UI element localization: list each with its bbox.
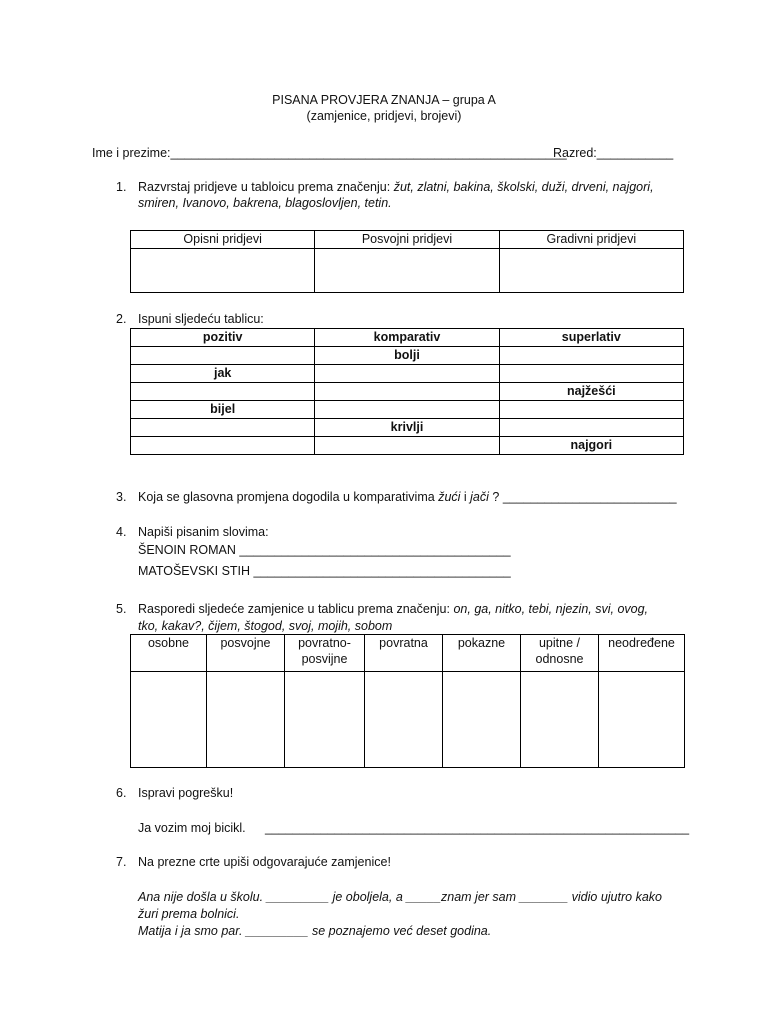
q5-answer-cell[interactable] — [285, 672, 365, 768]
q6-text: Ispravi pogrešku! — [138, 786, 234, 800]
q2-cell[interactable]: bijel — [131, 401, 315, 419]
q2-header-komparativ: komparativ — [315, 329, 499, 347]
q2-cell[interactable] — [315, 401, 499, 419]
q3-word-2: jači — [470, 490, 489, 504]
q2-cell[interactable] — [499, 365, 683, 383]
q2-cell[interactable] — [131, 437, 315, 455]
q2-table — [130, 328, 684, 455]
q5-header-neodredene: neodređene — [599, 635, 685, 672]
q3-number: 3. — [116, 490, 127, 504]
q4-number: 4. — [116, 525, 127, 539]
q2-header-pozitiv: pozitiv — [131, 329, 315, 347]
q7-number: 7. — [116, 855, 127, 869]
q5-words-2: tko, kakav?, čijem, štogod, svoj, mojih, sobom — [138, 619, 393, 633]
q1-answer-cell[interactable] — [499, 249, 683, 293]
q2-cell[interactable] — [315, 437, 499, 455]
q2-cell[interactable] — [499, 419, 683, 437]
q5-header-povratna: povratna — [365, 635, 443, 672]
q5-instruction: Rasporedi sljedeće zamjenice u tablicu prema značenju: — [138, 602, 450, 616]
q7-line-3[interactable]: Matija i ja smo par. _________ se poznajemo već deset godina. — [138, 924, 492, 938]
q2-cell[interactable]: jak — [131, 365, 315, 383]
q1-header-posvojni: Posvojni pridjevi — [315, 231, 499, 249]
q3-blank[interactable]: ? _________________________ — [488, 490, 677, 504]
q5-answer-cell[interactable] — [521, 672, 599, 768]
q5-number: 5. — [116, 602, 127, 616]
q5-words-1: on, ga, nitko, tebi, njezin, svi, ovog, — [453, 602, 649, 616]
q2-cell[interactable]: bolji — [315, 347, 499, 365]
q1-instruction: Razvrstaj pridjeve u tabloicu prema značenju: — [138, 180, 391, 194]
q4-text: Napiši pisanim slovima: — [138, 525, 269, 539]
q2-number: 2. — [116, 312, 127, 326]
q2-cell[interactable]: najgori — [499, 437, 683, 455]
q2-cell[interactable]: najžešći — [499, 383, 683, 401]
q2-cell[interactable] — [499, 347, 683, 365]
q7-line-2: žuri prema bolnici. — [138, 907, 240, 921]
q1-answer-cell[interactable] — [131, 249, 315, 293]
q3-text — [138, 489, 677, 505]
q5-answer-cell[interactable] — [131, 672, 207, 768]
q1-words-2: smiren, Ivanovo, bakrena, blagoslovljen, tetin. — [138, 196, 392, 210]
q2-cell[interactable] — [131, 347, 315, 365]
q5-answer-cell[interactable] — [365, 672, 443, 768]
q6-blank[interactable]: _____________________________________________________________ — [265, 821, 690, 835]
q2-cell[interactable] — [131, 383, 315, 401]
q1-text — [138, 179, 654, 195]
q4-line-2[interactable]: MATOŠEVSKI STIH _____________________________________ — [138, 564, 511, 578]
q1-header-opisni: Opisni pridjevi — [131, 231, 315, 249]
q7-text: Na prezne crte upiši odgovarajuće zamjenice! — [138, 855, 391, 869]
q2-cell[interactable] — [315, 383, 499, 401]
q6-number: 6. — [116, 786, 127, 800]
q5-answer-cell[interactable] — [599, 672, 685, 768]
q5-table — [130, 634, 685, 768]
q2-cell[interactable] — [131, 419, 315, 437]
q6-sentence: Ja vozim moj bicikl. — [138, 821, 246, 835]
q2-text: Ispuni sljedeću tablicu: — [138, 312, 264, 326]
q2-cell[interactable] — [315, 365, 499, 383]
q5-text — [138, 601, 648, 617]
q5-header-upitne-odnosne: upitne / odnosne — [521, 635, 599, 672]
class-field[interactable]: Razred:___________ — [553, 146, 674, 160]
page-subtitle: (zamjenice, pridjevi, brojevi) — [306, 109, 462, 123]
q1-table — [130, 230, 684, 293]
q5-header-povratno-posvijne: povratno- posvijne — [285, 635, 365, 672]
q3-conj: i — [460, 490, 471, 504]
q1-number: 1. — [116, 180, 127, 194]
q1-header-gradivni: Gradivni pridjevi — [499, 231, 683, 249]
q3-instruction: Koja se glasovna promjena dogodila u komparativima — [138, 490, 435, 504]
q2-cell[interactable] — [499, 401, 683, 419]
q5-answer-cell[interactable] — [207, 672, 285, 768]
q3-word-1: žući — [438, 490, 461, 504]
q5-header-osobne: osobne — [131, 635, 207, 672]
q2-cell[interactable]: krivlji — [315, 419, 499, 437]
q1-words-1: žut, zlatni, bakina, školski, duži, drveni, najgori, — [393, 180, 654, 194]
q5-answer-cell[interactable] — [443, 672, 521, 768]
name-field[interactable]: Ime i prezime:_________________________________________________________ — [92, 146, 567, 160]
q1-answer-cell[interactable] — [315, 249, 499, 293]
q5-header-posvojne: posvojne — [207, 635, 285, 672]
q4-line-1[interactable]: ŠENOIN ROMAN _______________________________________ — [138, 543, 511, 557]
q7-line-1[interactable]: Ana nije došla u školu. _________ je oboljela, a _____znam jer sam _______ vidio ujutro kako — [138, 890, 662, 904]
page-title: PISANA PROVJERA ZNANJA – grupa A — [272, 93, 496, 107]
q2-header-superlativ: superlativ — [499, 329, 683, 347]
q5-header-pokazne: pokazne — [443, 635, 521, 672]
